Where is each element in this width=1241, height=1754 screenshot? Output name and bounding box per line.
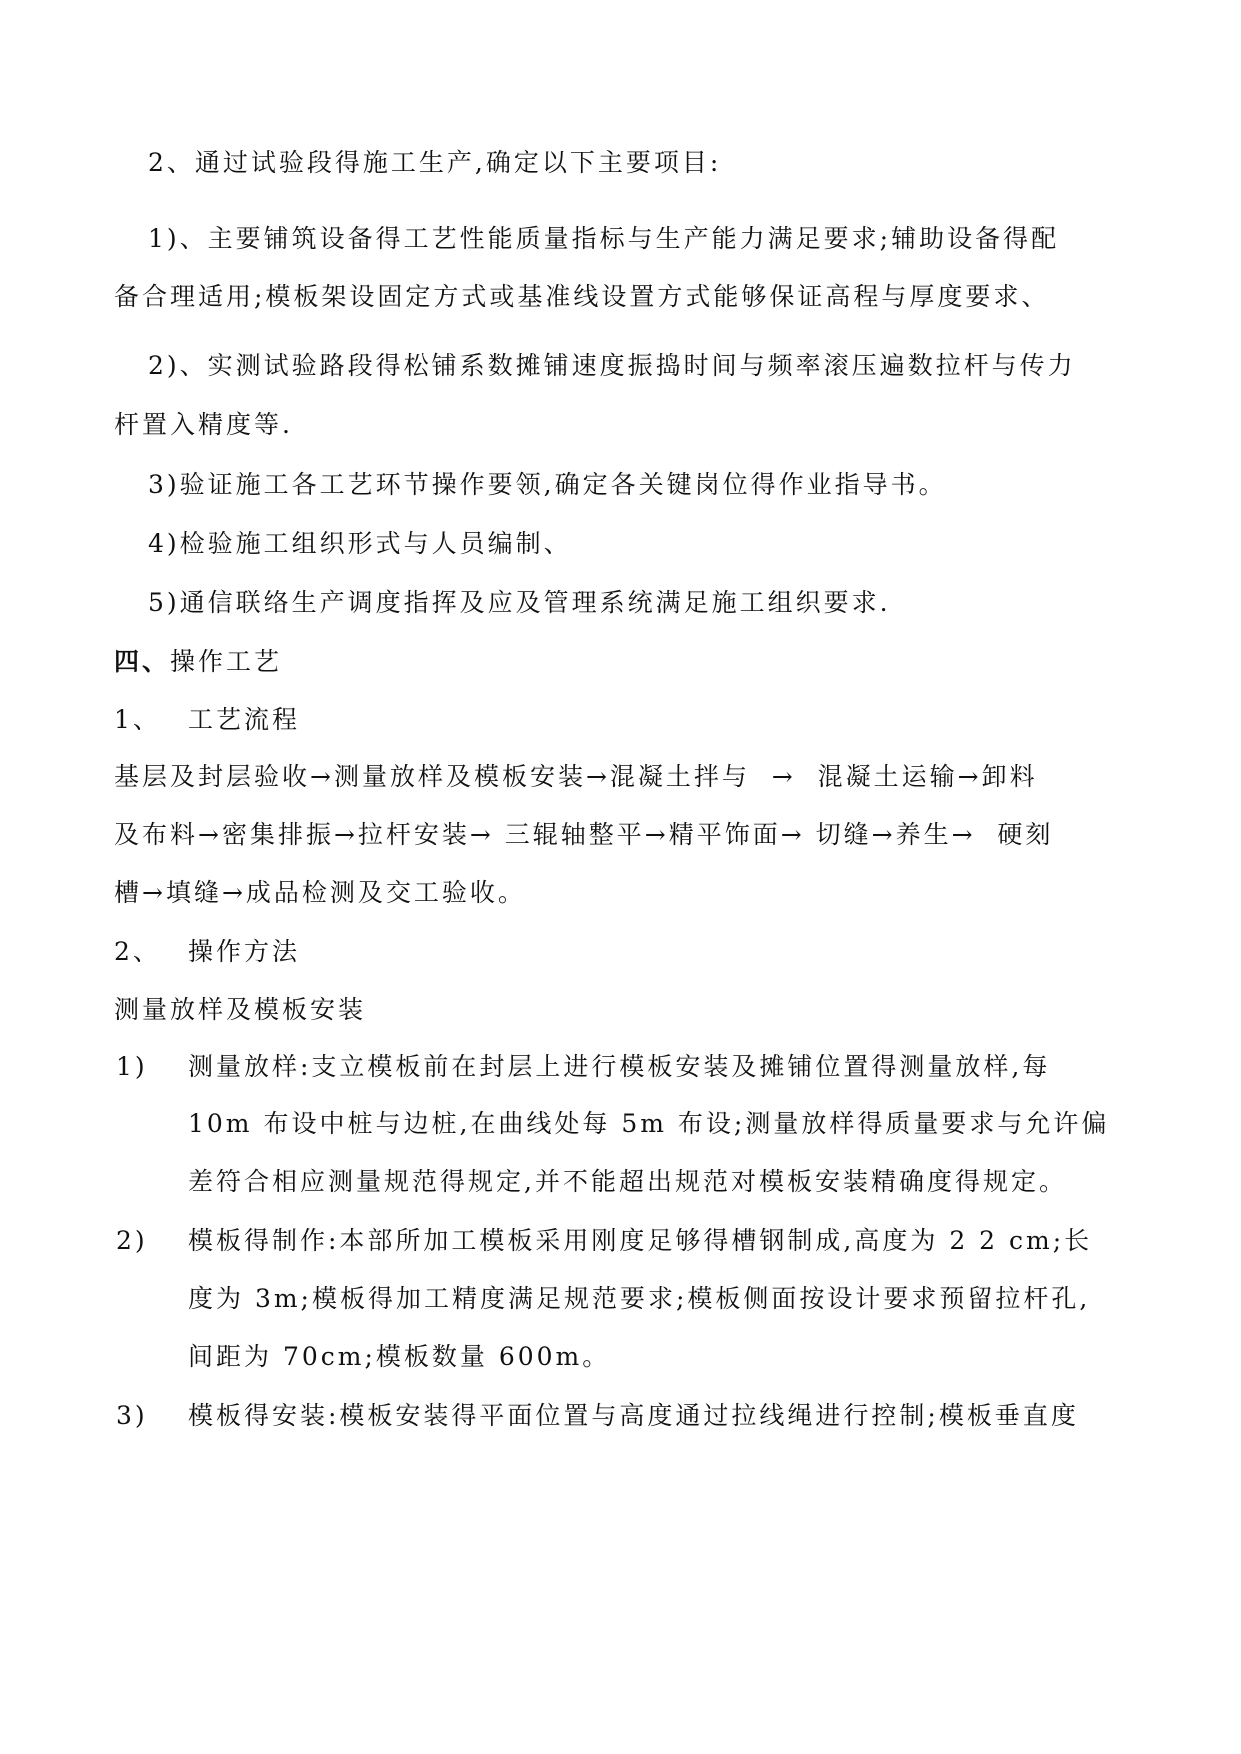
method-item2-number: 2) xyxy=(116,1226,148,1255)
process-flow-line1: 基层及封层验收→测量放样及模板安装→混凝土拌与 → 混凝土运输→卸料 xyxy=(114,762,1038,791)
process-flow-line2: 及布料→密集排振→拉杆安装→ 三辊轴整平→精平饰面→ 切缝→养生→ 硬刻 xyxy=(114,820,1054,849)
item3-text: 3)验证施工各工艺环节操作要领,确定各关键岗位得作业指导书。 xyxy=(148,470,947,499)
method-item2-line1: 模板得制作:本部所加工模板采用刚度足够得槽钢制成,高度为 2 2 cm;长 xyxy=(188,1226,1093,1255)
method-item1-number: 1) xyxy=(116,1052,148,1081)
process-flow-line3: 槽→填缝→成品检测及交工验收。 xyxy=(114,878,526,907)
process-number: 1、 xyxy=(114,705,161,734)
method-item2-line3: 间距为 70cm;模板数量 600m。 xyxy=(188,1342,611,1371)
method-title: 操作方法 xyxy=(188,937,301,966)
section2-intro: 2、通过试验段得施工生产,确定以下主要项目: xyxy=(148,148,722,177)
item4-text: 4)检验施工组织形式与人员编制、 xyxy=(148,529,572,558)
method-item2-line2: 度为 3m;模板得加工精度满足规范要求;模板侧面按设计要求预留拉杆孔, xyxy=(188,1284,1091,1313)
item5-text: 5)通信联络生产调度指挥及应及管理系统满足施工组织要求. xyxy=(148,588,891,617)
method-item3-number: 3) xyxy=(116,1401,148,1430)
method-item1-line3: 差符合相应测量规范得规定,并不能超出规范对模板安装精确度得规定。 xyxy=(188,1167,1067,1196)
item1-line1: 1)、主要铺筑设备得工艺性能质量指标与生产能力满足要求;辅助设备得配 xyxy=(148,224,1060,253)
process-title: 工艺流程 xyxy=(188,705,301,734)
method-item3-line1: 模板得安装:模板安装得平面位置与高度通过拉线绳进行控制;模板垂直度 xyxy=(188,1401,1079,1430)
section4-heading-number: 四、 xyxy=(114,647,171,676)
method-item1-line2: 10m 布设中桩与边桩,在曲线处每 5m 布设;测量放样得质量要求与允许偏 xyxy=(188,1109,1110,1138)
item2-line1: 2)、实测试验路段得松铺系数摊铺速度振捣时间与频率滚压遍数拉杆与传力 xyxy=(148,351,1076,380)
section4-heading xyxy=(114,645,282,679)
method-subheading: 测量放样及模板安装 xyxy=(114,995,367,1024)
item2-line2: 杆置入精度等. xyxy=(114,410,293,439)
method-item1-line1: 测量放样:支立模板前在封层上进行模板安装及摊铺位置得测量放样,每 xyxy=(188,1052,1051,1081)
section4-heading-text: 操作工艺 xyxy=(170,647,283,676)
method-number: 2、 xyxy=(114,937,161,966)
item1-line2: 备合理适用;模板架设固定方式或基准线设置方式能够保证高程与厚度要求、 xyxy=(114,282,1050,311)
